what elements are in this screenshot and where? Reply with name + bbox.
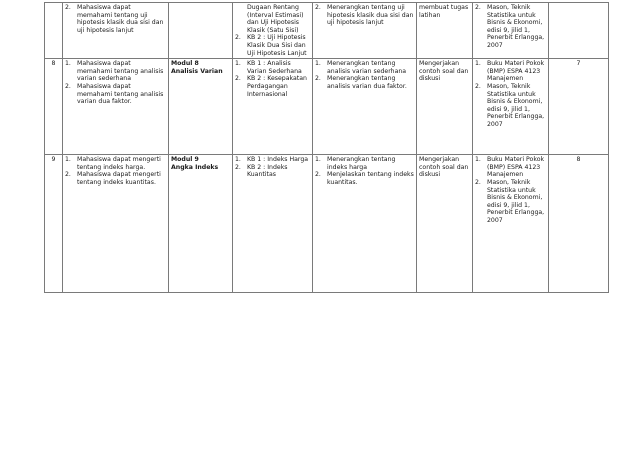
objective-item [65,60,166,83]
activity-cell [313,3,417,59]
item-text: KB 2 : Indeks Kuantitas [247,163,288,179]
activity-item [315,4,414,27]
activity-list [315,4,414,27]
module-cell [169,59,233,155]
material-list [235,60,310,98]
reference-item [475,156,546,179]
syllabus-table [44,2,609,293]
module-cell [169,3,233,59]
last-column-cell [549,59,609,155]
reference-list [475,4,546,50]
item-text: Mahasiswa dapat mengerti tentang indeks kuantitas. [77,171,161,186]
material-item [235,164,310,179]
material-list [235,156,310,179]
item-text: Mahasiswa dapat memahami tentang analisis varian sederhana [77,60,164,83]
material-item [235,34,310,57]
session-number: 9 [51,156,56,164]
objective-list [65,60,166,106]
item-number: 1. [475,60,481,68]
item-text: Mason, Teknik Statistika untuk Bisnis & Ekonomi, edisi 9, jilid 1, Penerbit Erlangga, 2007 [487,178,545,224]
item-number: 2. [475,82,481,90]
item-text: Mahasiswa dapat mengerti tentang indeks harga. [77,156,161,171]
activity-list [315,60,414,90]
reference-item [475,179,546,225]
activity-cell [313,155,417,293]
material-cell [233,155,313,293]
item-number: 2. [315,75,321,83]
item-text: Mason, Teknik Statistika untuk Bisnis & Ekonomi, edisi 9, jilid 1, Penerbit Erlangga, 2007 [487,4,545,49]
item-text: Mahasiswa dapat memahami tentang uji hipotesis klasik dua sisi dan uji hipotesis lanjut [77,4,164,34]
item-text: Dugaan Rentang (Interval Estimasi) dan Uji Hipotesis Klasik (Satu Sisi) [247,4,304,34]
table-row [45,59,609,155]
item-number: 2. [65,171,71,179]
item-number: 1. [235,156,241,164]
objective-item [65,4,166,34]
item-number: 2. [315,171,321,179]
activity-item [315,156,414,171]
learning-objectives-cell [63,155,169,293]
session-number-cell [45,155,63,293]
item-number [235,4,247,34]
item-text: KB 2 : Uji Hipotesis Klasik Dua Sisi dan Uji Hipotesis Lanjut [247,34,307,57]
item-number: 1. [475,156,481,164]
assignment-text: Mengerjakan contoh soal dan diskusi [419,156,469,179]
item-number: 2. [475,4,481,11]
item-number: 1. [65,60,71,68]
reference-list [475,156,546,224]
objective-item [65,171,166,186]
item-text: Menerangkan tentang analisis varian sederhana [327,60,407,75]
item-number: 2. [235,163,241,171]
objective-list [65,156,166,186]
material-cell [233,3,313,59]
material-cell [233,59,313,155]
objective-item [65,156,166,171]
learning-objectives-cell [63,59,169,155]
session-number: 8 [51,60,56,68]
activity-item [315,60,414,75]
item-number: 1. [315,156,321,164]
item-text: KB 2 : Kesepakatan Perdagangan Internasional [247,75,307,98]
item-text: Menerangkan tentang uji hipotesis klasik dua sisi dan uji hipotesis lanjut [327,4,414,27]
reference-cell [473,3,549,59]
reference-item [475,60,546,83]
item-number: 2. [315,4,321,11]
item-number: 2. [475,178,481,186]
item-number: 2. [65,4,71,11]
assignment-cell [417,3,473,59]
reference-item [475,4,546,50]
last-column-cell [549,155,609,293]
module-subtitle: Analisis Varian [171,67,223,75]
item-number: 2. [235,34,241,42]
material-item [235,4,310,34]
item-text: KB 1 : Analisis Varian Sederhana [247,60,302,75]
assignment-cell [417,155,473,293]
module-title: Modul 9 [171,156,199,164]
item-number: 2. [235,75,241,83]
last-column-value: 7 [576,60,581,68]
item-text: Menerangkan tentang analisis varian dua faktor. [327,75,407,90]
item-number: 1. [235,60,241,68]
activity-cell [313,59,417,155]
item-text: Menerangkan tentang indeks harga [327,156,396,171]
item-number: 1. [315,60,321,68]
activity-list [315,156,414,186]
item-text: KB 1 : Indeks Harga [247,156,309,164]
objective-item [65,83,166,106]
table-row [45,3,609,59]
reference-list [475,60,546,128]
assignment-text: Mengerjakan contoh soal dan diskusi [419,60,469,83]
last-column-cell [549,3,609,59]
learning-objectives-cell [63,3,169,59]
table-row [45,155,609,293]
material-list [235,4,310,57]
objective-list [65,4,166,34]
session-number-cell [45,3,63,59]
module-title: Modul 8 [171,60,199,68]
item-number: 2. [65,82,71,90]
item-text: Menjelaskan tentang indeks kuantitas. [327,171,414,186]
item-text: Mahasiswa dapat memahami tentang analisis varian dua faktor. [77,82,164,106]
module-cell [169,155,233,293]
reference-cell [473,155,549,293]
activity-item [315,171,414,186]
assignment-cell [417,59,473,155]
assignment-text: membuat tugas latihan [419,4,469,19]
reference-cell [473,59,549,155]
material-item [235,75,310,98]
item-text: Mason, Teknik Statistika untuk Bisnis & Ekonomi, edisi 9, jilid 1, Penerbit Erlangga, 2007 [487,82,545,128]
session-number-cell [45,59,63,155]
last-column-value: 8 [576,156,581,164]
item-text: Buku Materi Pokok (BMP) ESPA 4123 Manajemen [487,60,545,83]
item-text: Buku Materi Pokok (BMP) ESPA 4123 Manajemen [487,156,545,179]
reference-item [475,83,546,129]
material-item [235,156,310,164]
material-item [235,60,310,75]
module-subtitle: Angka Indeks [171,163,219,171]
activity-item [315,75,414,90]
item-number: 1. [65,156,71,164]
